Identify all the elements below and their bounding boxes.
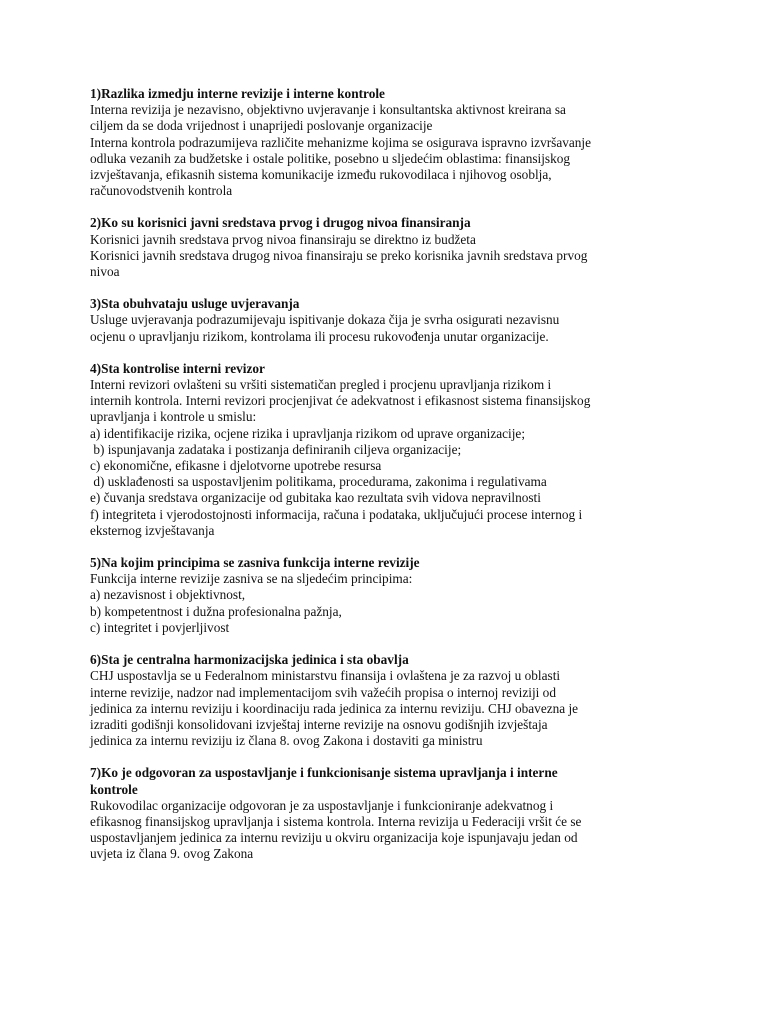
question-title: 3)Sta obuhvataju usluge uvjeravanja bbox=[90, 296, 300, 312]
answer-line: ciljem da se doda vrijednost i unaprijedi poslovanje organizacije bbox=[90, 118, 433, 134]
answer-line: Rukovodilac organizacije odgovoran je za uspostavljanje i funkcioniranje adekvatnog i bbox=[90, 797, 554, 813]
answer-line: uvjeta iz člana 9. ovog Zakona bbox=[90, 846, 254, 862]
answer-line: CHJ uspostavlja se u Federalnom ministarstvu finansija i ovlaštena je za razvoj u oblasti bbox=[90, 668, 561, 684]
list-item: f) integriteta i vjerodostojnosti informacija, računa i podataka, uključujući procese internog i bbox=[90, 506, 583, 522]
section-1 bbox=[90, 86, 710, 199]
question-title: 4)Sta kontrolise interni revizor bbox=[90, 360, 265, 376]
answer-line: računovodstvenih kontrola bbox=[90, 183, 233, 199]
answer-line: ocjenu o upravljanju rizikom, kontrolama ili procesu rukovođenja unutar organizacije. bbox=[90, 328, 549, 344]
answer-line: izvještavanja, efikasnih sistema komunikacije između rukovodilaca i njihovog osoblja, bbox=[90, 167, 552, 183]
list-item: b) kompetentnost i dužna profesionalna pažnja, bbox=[90, 603, 342, 619]
section-4 bbox=[90, 361, 710, 539]
question-title: 5)Na kojim principima se zasniva funkcija interne revizije bbox=[90, 555, 420, 571]
answer-line: Funkcija interne revizije zasniva se na sljedećim principima: bbox=[90, 571, 413, 587]
list-item: e) čuvanja sredstava organizacije od gubitaka kao rezultata svih vidova nepravilnosti bbox=[90, 490, 541, 506]
list-item: b) ispunjavanja zadataka i postizanja definiranih ciljeva organizacije; bbox=[90, 441, 462, 457]
question-title: 6)Sta je centralna harmonizacijska jedinica i sta obavlja bbox=[90, 652, 409, 668]
question-title: 2)Ko su korisnici javni sredstava prvog i drugog nivoa finansiranja bbox=[90, 215, 471, 231]
section-6 bbox=[90, 652, 710, 749]
question-title: 1)Razlika izmedju interne revizije i interne kontrole bbox=[90, 86, 385, 101]
answer-line: nivoa bbox=[90, 264, 120, 280]
list-item: a) nezavisnost i objektivnost, bbox=[90, 587, 246, 603]
question-title-continued: kontrole bbox=[90, 781, 138, 797]
answer-line: izraditi godišnji konsolidovani izvještaj interne revizije na osnovu godišnjih izvještaja bbox=[90, 716, 548, 732]
answer-line: Interna revizija je nezavisno, objektivno uvjeravanje i konsultantska aktivnost kreirana sa bbox=[90, 102, 566, 118]
answer-line: jedinica za internu reviziju i koordinaciju rada jedinica za internu reviziju. CHJ obavezna je bbox=[90, 700, 579, 716]
section-7 bbox=[90, 765, 710, 862]
list-item: eksternog izvještavanja bbox=[90, 522, 215, 538]
list-item: d) usklađenosti sa uspostavljenim politikama, procedurama, zakonima i regulativama bbox=[90, 474, 547, 490]
document-page bbox=[90, 86, 710, 879]
answer-line: Interna kontrola podrazumijeva različite mehanizme kojima se osigurava ispravno izvršavanje bbox=[90, 134, 592, 150]
question-title: 7)Ko je odgovoran za uspostavljanje i funkcionisanje sistema upravljanja i interne bbox=[90, 765, 558, 781]
answer-line: Korisnici javnih sredstava drugog nivoa finansiraju se preko korisnika javnih sredstava prvog bbox=[90, 247, 588, 263]
answer-line: Interni revizori ovlašteni su vršiti sistematičan pregled i procjenu upravljanja rizikom i bbox=[90, 377, 552, 393]
list-item: c) ekonomične, efikasne i djelotvorne upotrebe resursa bbox=[90, 458, 382, 474]
answer-line: efikasnog finansijskog upravljanja i sistema kontrola. Interna revizija u Federaciji vršit će se bbox=[90, 813, 582, 829]
answer-line: Usluge uvjeravanja podrazumijevaju ispitivanje dokaza čija je svrha osigurati nezavisnu bbox=[90, 312, 560, 328]
section-5 bbox=[90, 555, 710, 636]
answer-line: upravljanja i kontrole u smislu: bbox=[90, 409, 257, 425]
answer-line: uspostavljanjem jedinica za internu reviziju u okviru organizacija koje ispunjavaju jedan od bbox=[90, 830, 578, 846]
answer-line: interne revizije, nadzor nad implementacijom svih važećih propisa o internoj reviziji od bbox=[90, 684, 556, 700]
answer-line: jedinica za internu reviziju iz člana 8. ovog Zakona i dostaviti ga ministru bbox=[90, 733, 483, 749]
answer-line: odluka vezanih za budžetske i ostale politike, posebno u sljedećim oblastima: finansijskog bbox=[90, 150, 571, 166]
section-2 bbox=[90, 215, 710, 280]
section-3 bbox=[90, 296, 710, 345]
list-item: a) identifikacije rizika, ocjene rizika i upravljanja rizikom od uprave organizacije; bbox=[90, 425, 526, 441]
answer-line: internih kontrola. Interni revizori procjenjivat će adekvatnost i efikasnost sistema finansijskog bbox=[90, 393, 591, 409]
answer-line: Korisnici javnih sredstava prvog nivoa finansiraju se direktno iz budžeta bbox=[90, 231, 476, 247]
list-item: c) integritet i povjerljivost bbox=[90, 619, 230, 635]
